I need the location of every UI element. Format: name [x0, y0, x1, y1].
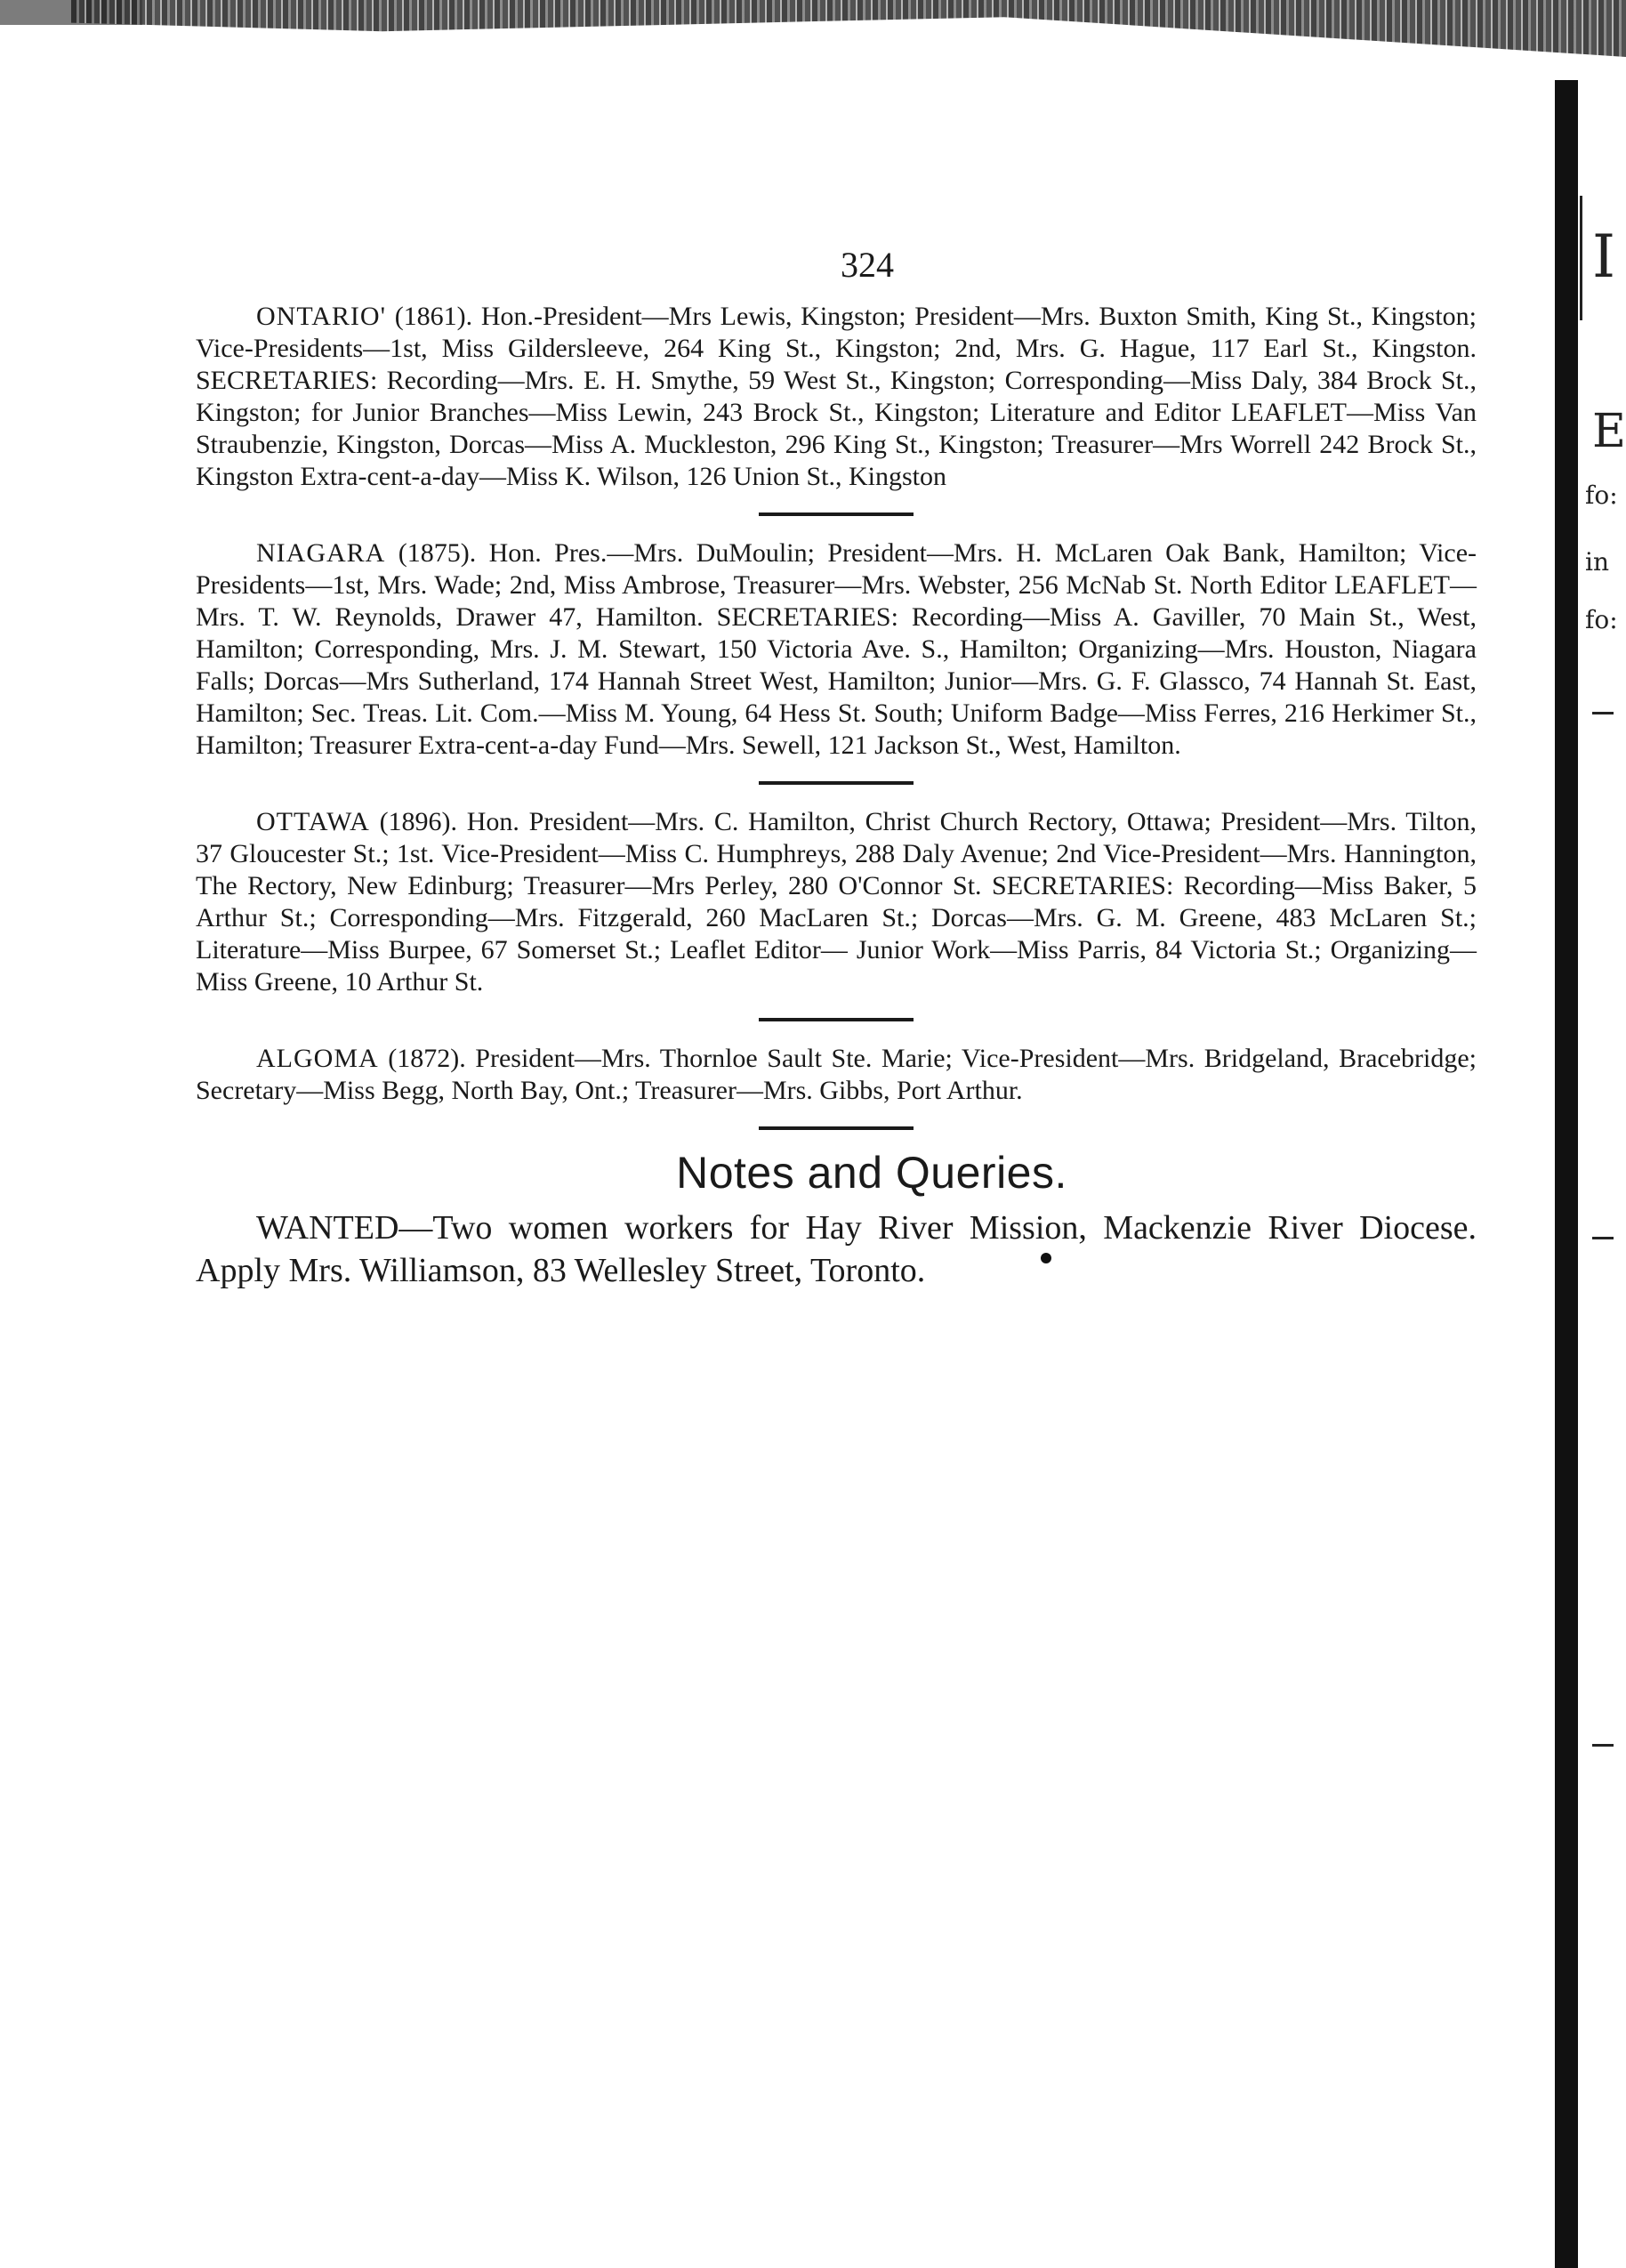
section-heading: ALGOMA	[256, 1044, 379, 1073]
margin-tick	[1592, 712, 1614, 714]
ink-dot	[1041, 1253, 1051, 1263]
section-algoma	[196, 1043, 1477, 1107]
section-heading: OTTAWA	[256, 807, 370, 836]
margin-tick	[1592, 1237, 1614, 1239]
section-year: (1875).	[398, 538, 477, 568]
section-heading: NIAGARA	[256, 538, 386, 568]
page-number: 324	[841, 245, 894, 285]
section-ontario	[196, 301, 1477, 493]
page-binding-line	[1580, 196, 1582, 320]
section-text: Hon. Pres.—Mrs. DuMoulin; President—Mrs. H. McLaren Oak Bank, Hamilton; Vice-Presidents—1st, Mrs. Wade; 2nd, Miss Ambrose, Treasurer—Mrs. Webster, 256 McNab St. North Editor LEAFLET—Mrs. T. W. Reynolds, Drawer 47, Hamilton. SECRETARIES: Recording—Miss A. Gaviller, 70 Main St., West, Hamilton; Corresponding, Mrs. J. M. Stewart, 150 Victoria Ave. S., Hamilton; Organizing—Mrs. Houston, Niagara Falls; Dorcas—Mrs Sutherland, 174 Hannah Street West, Hamilton; Junior—Mrs. G. F. Glassco, 74 Hannah St. East, Hamilton; Sec. Treas. Lit. Com.—Miss M. Young, 64 Hess St. South; Uniform Badge—Miss Ferres, 216 Herkimer St., Hamilton; Treasurer Extra-cent-a-day Fund—Mrs. Sewell, 121 Jackson St., West, Hamilton.	[196, 538, 1477, 760]
section-heading: ONTARIO'	[256, 302, 386, 331]
margin-mark: in	[1585, 547, 1609, 577]
section-ottawa	[196, 806, 1477, 998]
notes-heading: Notes and Queries.	[676, 1148, 1067, 1198]
section-divider	[759, 781, 914, 785]
margin-tick	[1592, 1744, 1614, 1747]
section-niagara	[196, 537, 1477, 762]
page-content	[196, 245, 1477, 1292]
page-binding-shadow	[1555, 80, 1578, 2268]
margin-mark: E	[1592, 405, 1626, 458]
notes-body	[196, 1207, 1477, 1292]
section-text: Hon. President—Mrs. C. Hamilton, Christ Church Rectory, Ottawa; President—Mrs. Tilton, 37 Gloucester St.; 1st. Vice-President—Miss C. Humphreys, 288 Daly Avenue; 2nd Vice-President—Mrs. Hannington, The Rectory, New Edinburg; Treasurer—Mrs Perley, 280 O'Connor St. SECRETARIES: Recording—Miss Baker, 5 Arthur St.; Corresponding—Mrs. Fitzgerald, 260 MacLaren St.; Dorcas—Mrs. G. M. Greene, 483 McLaren St.; Literature—Miss Burpee, 67 Somerset St.; Leaflet Editor— Junior Work—Miss Parris, 84 Victoria St.; Organizing—Miss Greene, 10 Arthur St.	[196, 807, 1477, 997]
section-text: President—Mrs. Thornloe Sault Ste. Marie; Vice-President—Mrs. Bridgeland, Bracebridge; Secretary—Miss Begg, North Bay, Ont.; Treasurer—Mrs. Gibbs, Port Arthur.	[196, 1044, 1477, 1105]
margin-mark: fo:	[1585, 605, 1618, 634]
section-text: Hon.-President—Mrs Lewis, Kingston; President—Mrs. Buxton Smith, King St., Kingston; Vice-Presidents—1st, Miss Gildersleeve, 264 King St., Kingston; 2nd, Mrs. G. Hague, 117 Earl St., Kingston. SECRETARIES: Recording—Mrs. E. H. Smythe, 59 West St., Kingston; Corresponding—Miss Daly, 384 Brock St., Kingston; for Junior Branches—Miss Lewin, 243 Brock St., Kingston; Literature and Editor LEAFLET—Miss Van Straubenzie, Kingston, Dorcas—Miss A. Muckleston, 296 King St., Kingston; Treasurer—Mrs Worrell 242 Brock St., Kingston Extra-cent-a-day—Miss K. Wilson, 126 Union St., Kingston	[196, 302, 1477, 491]
scan-edge-top	[71, 0, 1626, 57]
section-divider	[759, 513, 914, 516]
section-divider	[759, 1018, 914, 1021]
notes-text: WANTED—Two women workers for Hay River Mission, Mackenzie River Diocese. Apply Mrs. Williamson, 83 Wellesley Street, Toronto.	[196, 1209, 1477, 1289]
section-divider	[759, 1126, 914, 1130]
section-year: (1872).	[388, 1044, 466, 1073]
section-year: (1861).	[394, 302, 473, 331]
section-year: (1896).	[379, 807, 458, 836]
margin-mark: I	[1592, 222, 1616, 291]
margin-mark: fo:	[1585, 480, 1618, 510]
